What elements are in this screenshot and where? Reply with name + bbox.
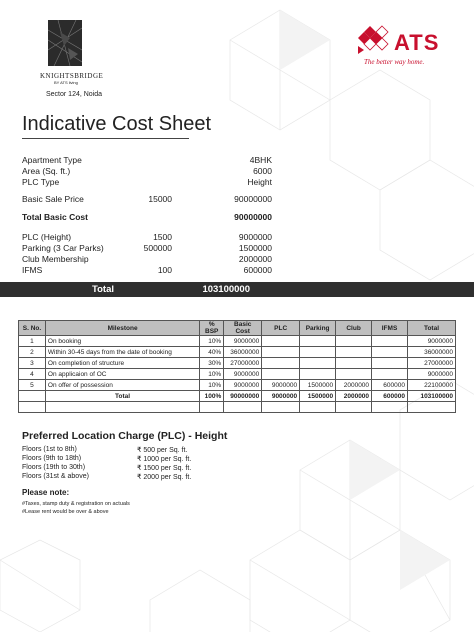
plc-floors: Floors (19th to 30th) [22, 464, 86, 471]
cost-row [22, 155, 452, 166]
cost-row-label: Basic Sale Price [22, 194, 84, 204]
plc-row [22, 464, 272, 473]
notes-list [22, 500, 130, 516]
table-cell: 27000000 [407, 358, 455, 369]
column-header: S. No. [19, 321, 46, 336]
table-cell: Total [45, 391, 199, 402]
table-cell: 22100000 [407, 380, 455, 391]
column-header: Club [336, 321, 372, 336]
cost-row-label: Total Basic Cost [22, 212, 88, 222]
plc-floors: Floors (31st & above) [22, 473, 89, 480]
cost-row-label: Parking (3 Car Parks) [22, 243, 104, 253]
column-header: PLC [262, 321, 300, 336]
ats-wordmark: ATS [394, 30, 440, 55]
cost-row-rate: 100 [157, 265, 172, 275]
plc-floors: Floors (9th to 18th) [22, 455, 82, 462]
table-cell: 10% [200, 380, 224, 391]
payment-milestone-table [18, 320, 456, 413]
table-cell [336, 358, 372, 369]
cost-row-amount: 600000 [243, 265, 272, 275]
table-cell [372, 402, 408, 413]
table-cell: On booking [45, 336, 199, 347]
table-cell: 36000000 [224, 347, 262, 358]
table-cell: 36000000 [407, 347, 455, 358]
cost-row-label: Apartment Type [22, 155, 82, 165]
table-cell: 2000000 [336, 380, 372, 391]
cost-row-rate: 1500 [153, 232, 172, 242]
table-cell [336, 347, 372, 358]
table-cell [372, 336, 408, 347]
table-cell: 100% [200, 391, 224, 402]
plc-rate: ₹ 1000 per Sq. ft. [137, 456, 192, 463]
table-cell [407, 402, 455, 413]
table-cell [19, 391, 46, 402]
table-cell: 10% [200, 336, 224, 347]
table-cell: 2000000 [336, 391, 372, 402]
column-header: Parking [300, 321, 336, 336]
table-cell [300, 358, 336, 369]
table-cell: On offer of possession [45, 380, 199, 391]
ats-logo [356, 22, 456, 70]
notes-title: Please note: [22, 488, 70, 497]
cost-row-amount: 90000000 [234, 194, 272, 204]
cost-row-label: Club Membership [22, 254, 89, 264]
table-cell [300, 369, 336, 380]
plc-section-title: Preferred Location Charge (PLC) - Height [22, 430, 228, 442]
title-underline [22, 138, 189, 139]
ats-tagline: The better way home. [364, 58, 425, 66]
cost-row-label: Area (Sq. ft.) [22, 166, 71, 176]
cost-row [22, 232, 452, 243]
table-cell: 2 [19, 347, 46, 358]
cost-row [22, 194, 452, 205]
table-cell: 4 [19, 369, 46, 380]
table-cell: 9000000 [224, 369, 262, 380]
table-cell: 1500000 [300, 391, 336, 402]
table-cell: 3 [19, 358, 46, 369]
cost-row [22, 177, 452, 188]
column-header: Basic Cost [224, 321, 262, 336]
cost-row-amount: Height [247, 177, 272, 187]
project-name: KNIGHTSBRIDGE [40, 72, 104, 80]
table-header-row [19, 321, 456, 336]
ats-diamond-icon [356, 24, 396, 60]
column-header: Total [407, 321, 455, 336]
plc-rate: ₹ 2000 per Sq. ft. [137, 474, 192, 481]
table-cell: 10% [200, 369, 224, 380]
cost-row-label: IFMS [22, 265, 43, 275]
table-cell [19, 402, 46, 413]
table-cell: 600000 [372, 391, 408, 402]
plc-floors: Floors (1st to 8th) [22, 446, 77, 453]
cost-row-rate: 500000 [143, 243, 172, 253]
table-cell: Within 30-45 days from the date of booking [45, 347, 199, 358]
table-cell [336, 369, 372, 380]
table-cell [300, 336, 336, 347]
plc-rates-list [22, 446, 272, 482]
table-cell: 1 [19, 336, 46, 347]
plc-rate: ₹ 1500 per Sq. ft. [137, 465, 192, 472]
grand-total-value: 103100000 [202, 284, 250, 295]
table-total-row [19, 391, 456, 402]
table-cell: 9000000 [224, 380, 262, 391]
note-item: #Taxes, stamp duty & registration on actuals [22, 501, 130, 507]
column-header: IFMS [372, 321, 408, 336]
table-cell: 9000000 [224, 336, 262, 347]
table-cell [262, 402, 300, 413]
table-cell: 30% [200, 358, 224, 369]
table-cell: 9000000 [262, 391, 300, 402]
table-row [19, 358, 456, 369]
table-cell: 9000000 [262, 380, 300, 391]
table-cell [200, 402, 224, 413]
table-cell: 90000000 [224, 391, 262, 402]
cost-row-amount: 9000000 [238, 232, 272, 242]
cost-row [22, 243, 452, 254]
table-row [19, 380, 456, 391]
table-cell [262, 336, 300, 347]
project-location: Sector 124, Noida [46, 91, 103, 98]
table-cell: 5 [19, 380, 46, 391]
plc-rate: ₹ 500 per Sq. ft. [137, 447, 188, 454]
table-cell [224, 402, 262, 413]
cost-row-amount: 2000000 [238, 254, 272, 264]
table-cell [372, 369, 408, 380]
cost-row [22, 265, 452, 276]
table-cell [45, 402, 199, 413]
table-cell [262, 369, 300, 380]
cost-row-label: PLC Type [22, 177, 60, 187]
column-header: % BSP [200, 321, 224, 336]
grand-total-bar [0, 282, 474, 297]
table-cell [300, 402, 336, 413]
table-row [19, 347, 456, 358]
table-cell [300, 347, 336, 358]
cost-row [22, 212, 452, 223]
cost-row-amount: 1500000 [238, 243, 272, 253]
table-cell: 9000000 [407, 369, 455, 380]
table-cell [372, 347, 408, 358]
table-cell: 1500000 [300, 380, 336, 391]
cost-row-amount: 4BHK [249, 155, 272, 165]
cost-row-amount: 6000 [253, 166, 272, 176]
table-cell: On applicaion of OC [45, 369, 199, 380]
table-cell: 600000 [372, 380, 408, 391]
note-item: #Lease rent would be over & above [22, 509, 109, 515]
table-cell: 9000000 [407, 336, 455, 347]
table-cell: 103100000 [407, 391, 455, 402]
cost-row [22, 166, 452, 177]
knightsbridge-logo [40, 20, 118, 98]
cost-row-label: PLC (Height) [22, 232, 72, 242]
table-cell: 40% [200, 347, 224, 358]
table-cell [372, 358, 408, 369]
column-header: Milestone [45, 321, 199, 336]
table-row [19, 336, 456, 347]
cost-row-rate: 15000 [148, 194, 172, 204]
cost-row-amount: 90000000 [234, 212, 272, 222]
knightsbridge-emblem [48, 20, 82, 66]
table-cell [336, 336, 372, 347]
page-title: Indicative Cost Sheet [22, 113, 211, 135]
table-cell [336, 402, 372, 413]
plc-row [22, 473, 272, 482]
table-cell [262, 347, 300, 358]
plc-row [22, 455, 272, 464]
table-row [19, 402, 456, 413]
table-cell: On completion of structure [45, 358, 199, 369]
cost-row [22, 254, 452, 265]
table-cell: 27000000 [224, 358, 262, 369]
project-subtitle: BY ATS living [54, 80, 78, 85]
grand-total-label: Total [92, 284, 114, 295]
table-cell [262, 358, 300, 369]
plc-row [22, 446, 272, 455]
table-row [19, 369, 456, 380]
